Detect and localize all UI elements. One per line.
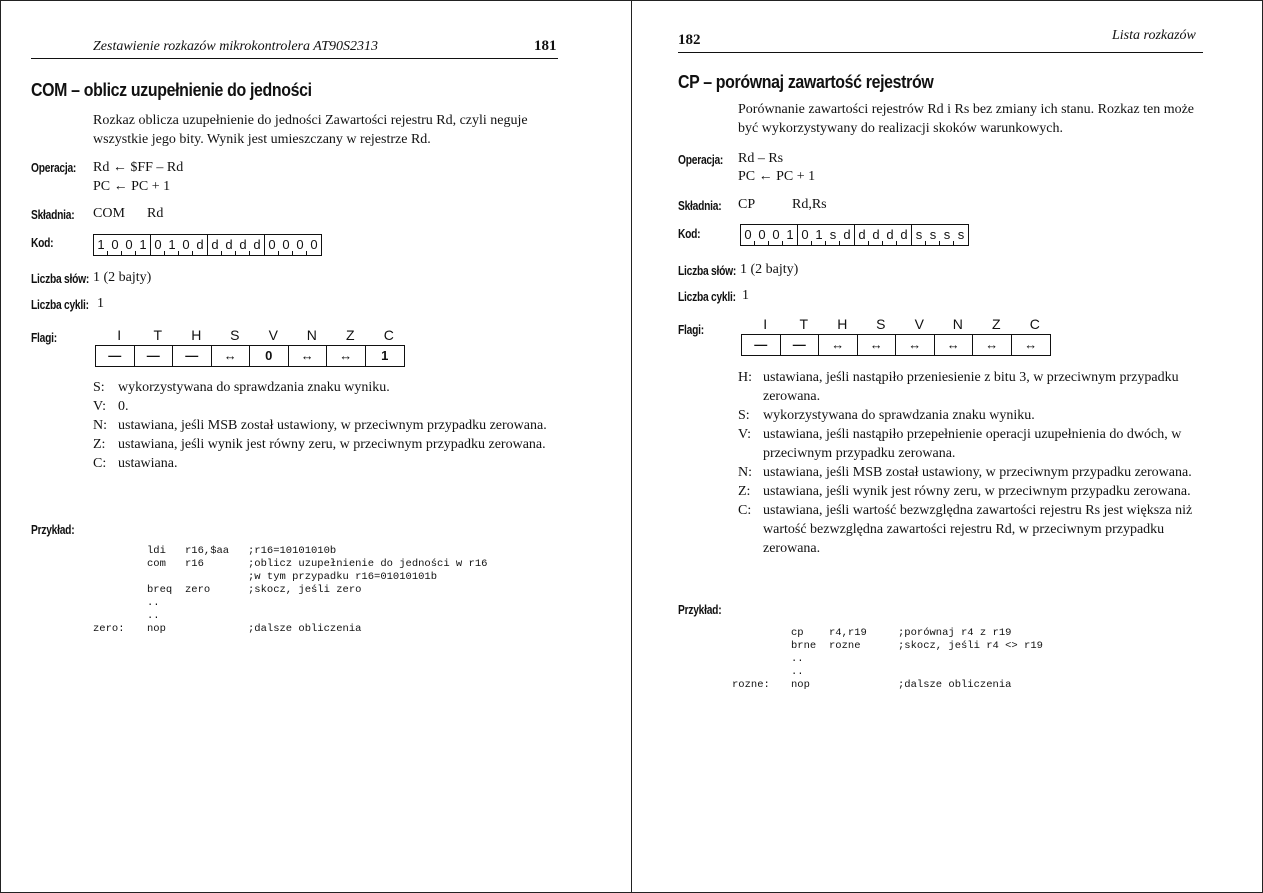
flag-text: ustawiana. xyxy=(118,456,178,471)
flag-descriptions xyxy=(738,368,1208,558)
code-operands xyxy=(829,666,898,679)
flag-text: ustawiana, jeśli wynik jest równy zeru, w przeciwnym przypadku zerowana. xyxy=(118,437,546,452)
code-label-cell xyxy=(93,571,147,584)
flag-key: H: xyxy=(738,370,752,385)
flag-name: I xyxy=(763,316,768,332)
words-value: 1 (2 bajty) xyxy=(740,262,799,277)
opcode-bit: d xyxy=(843,227,851,242)
header-rule xyxy=(31,58,558,59)
opcode-bit: d xyxy=(196,237,204,252)
words-label: Liczba słów: xyxy=(678,264,736,278)
code-line xyxy=(93,584,487,597)
cycles-label: Liczba cykli: xyxy=(678,290,736,304)
flag-name: N xyxy=(952,316,963,332)
flag-description xyxy=(93,416,563,435)
opcode-bit: 0 xyxy=(279,235,293,255)
code-label-cell xyxy=(732,627,791,640)
flag-names xyxy=(100,327,408,343)
flag-value: ↔ xyxy=(858,335,897,355)
code-comment: ;r16=10101010b xyxy=(248,545,337,557)
code-comment xyxy=(248,597,487,610)
operation-line: Rd ← $FF – Rd xyxy=(93,160,184,175)
opcode-bit: 0 xyxy=(108,235,122,255)
flags-label: Flagi: xyxy=(678,323,704,337)
flag-text: ustawiana, jeśli wynik jest równy zeru, w przeciwnym przypadku zerowana. xyxy=(763,484,1191,499)
syntax-operands: Rd xyxy=(147,206,164,221)
page-number: 182 xyxy=(678,32,701,48)
opcode-nibble xyxy=(741,225,798,245)
code-instr: .. xyxy=(791,653,804,665)
flags-table xyxy=(95,345,405,367)
code-line xyxy=(732,627,1043,640)
code-label-cell xyxy=(732,666,791,679)
opcode-bit: d xyxy=(900,227,908,242)
flag-key: Z: xyxy=(93,437,106,452)
opcode-bit: 0 xyxy=(769,225,783,245)
flag-name: V xyxy=(914,316,924,332)
flag-name: Z xyxy=(345,327,355,343)
code-label: Kod: xyxy=(678,227,701,241)
code-label-cell xyxy=(93,610,147,623)
flags-table xyxy=(741,334,1051,356)
code-comment xyxy=(898,666,1043,679)
opcode-bit: 0 xyxy=(755,225,769,245)
opcode-nibble xyxy=(94,235,151,255)
flags-label: Flagi: xyxy=(31,331,57,345)
opcode-bit: d xyxy=(222,235,236,255)
flag-text: ustawiana, jeśli MSB został ustawiony, w przeciwnym przypadku zerowana. xyxy=(118,418,547,433)
flag-text: wykorzystywana do sprawdzania znaku wyniku. xyxy=(118,380,390,395)
flag-value: ↔ xyxy=(1024,337,1038,352)
code-instr: cp xyxy=(791,627,804,639)
flag-value: — xyxy=(781,335,820,355)
code-comment: ;dalsze obliczenia xyxy=(248,623,362,635)
code-operands xyxy=(829,653,898,666)
example-label: Przykład: xyxy=(678,603,722,617)
flag-name: H xyxy=(837,316,848,332)
opcode-bit: s xyxy=(912,225,926,245)
flag-key: N: xyxy=(93,418,107,433)
opcode-nibble xyxy=(855,225,912,245)
code-label-cell xyxy=(93,584,147,597)
flag-description xyxy=(738,368,1208,406)
syntax-operands: Rd,Rs xyxy=(792,197,827,212)
flag-value: ↔ xyxy=(973,335,1012,355)
flag-text: ustawiana, jeśli nastąpiło przeniesienie z bitu 3, w przeciwnym przypadku zerowana. xyxy=(763,370,1179,404)
opcode-bit: 1 xyxy=(94,235,108,255)
cycles-label: Liczba cykli: xyxy=(31,298,89,312)
opcode-bit: d xyxy=(869,225,883,245)
opcode-bit: 0 xyxy=(179,235,193,255)
code-line xyxy=(93,597,487,610)
code-operands: r4,r19 xyxy=(829,627,867,639)
flag-key: V: xyxy=(93,399,106,414)
flag-text: ustawiana, jeśli nastąpiło przepełnienie operacji uzupełnienia do dwóch, w przeciwnym przypadku zerowana. xyxy=(763,427,1182,461)
opcode-nibble xyxy=(912,225,968,245)
instruction-heading: CP – porównaj zawartość rejestrów xyxy=(678,71,934,92)
code-instr: brne xyxy=(791,640,817,652)
code-comment: ;w tym przypadku r16=01010101b xyxy=(248,571,438,583)
header-rule xyxy=(678,52,1203,53)
code-operands: zero xyxy=(185,584,211,596)
flag-value: ↔ xyxy=(935,335,974,355)
flag-value: — xyxy=(742,335,781,355)
opcode-bit: 1 xyxy=(165,235,179,255)
flag-key: S: xyxy=(93,380,105,395)
flag-description xyxy=(738,425,1208,463)
code-line xyxy=(732,653,1043,666)
flag-value: — xyxy=(173,346,212,366)
flag-description xyxy=(93,454,563,473)
flag-value: 1 xyxy=(381,348,389,363)
code-line xyxy=(93,545,487,558)
words-label: Liczba słów: xyxy=(31,272,89,286)
flag-name: H xyxy=(191,327,202,343)
opcode-bit: d xyxy=(236,235,250,255)
flag-name: S xyxy=(876,316,886,332)
opcode-bit: 1 xyxy=(812,225,826,245)
code-label-cell xyxy=(93,558,147,571)
code-comment xyxy=(898,653,1043,666)
opcode-bit: s xyxy=(826,225,840,245)
operation-line: PC ← PC + 1 xyxy=(93,179,171,194)
code-line xyxy=(732,679,1043,692)
syntax-mnemonic: CP xyxy=(738,197,756,212)
code-operands xyxy=(185,623,248,636)
code-label-cell: zero: xyxy=(93,623,125,635)
code-operands: r16,$aa xyxy=(185,545,230,557)
instruction-heading: COM – oblicz uzupełnienie do jedności xyxy=(31,79,312,100)
flag-description xyxy=(738,482,1208,501)
opcode-box xyxy=(93,234,322,256)
opcode-bit: s xyxy=(940,225,954,245)
opcode-bit: s xyxy=(926,225,940,245)
code-instr: .. xyxy=(791,666,804,678)
opcode-bit: d xyxy=(208,235,222,255)
code-comment: ;skocz, jeśli zero xyxy=(248,584,362,596)
opcode-bit: 0 xyxy=(741,225,755,245)
flag-value: — xyxy=(96,346,135,366)
running-title: Lista rozkazów xyxy=(1112,28,1196,43)
flag-name: N xyxy=(306,327,317,343)
code-line xyxy=(93,610,487,623)
flag-key: Z: xyxy=(738,484,751,499)
instruction-description: Rozkaz oblicza uzupełnienie do jedności Zawartości rejestru Rd, czyli neguje wszystkie jego bity. Wynik jest umieszczany w rejestrze Rd. xyxy=(93,113,528,147)
syntax-label: Składnia: xyxy=(31,208,75,222)
code-line xyxy=(93,571,487,584)
operation-label: Operacja: xyxy=(31,161,77,175)
flag-value: — xyxy=(135,346,174,366)
opcode-bit: d xyxy=(883,225,897,245)
code-operands xyxy=(185,610,248,623)
code-operands: rozne xyxy=(829,640,861,652)
example-code xyxy=(732,627,1043,692)
opcode-bit: 1 xyxy=(786,227,794,242)
opcode-bit: 0 xyxy=(265,235,279,255)
code-label-cell: rozne: xyxy=(732,679,770,691)
opcode-bit: d xyxy=(855,225,869,245)
flag-text: 0. xyxy=(118,399,129,414)
opcode-nibble xyxy=(151,235,208,255)
operation-line: PC ← PC + 1 xyxy=(738,169,816,184)
flag-names xyxy=(746,316,1054,332)
code-instr: .. xyxy=(147,610,160,622)
opcode-bit: d xyxy=(253,237,261,252)
syntax-label: Składnia: xyxy=(678,199,722,213)
flag-description xyxy=(93,378,563,397)
cycles-value: 1 xyxy=(742,288,749,303)
code-comment: ;oblicz uzupełnienie do jedności w r16 xyxy=(248,558,488,570)
code-label-cell xyxy=(732,653,791,666)
operation-line: Rd – Rs xyxy=(738,151,784,166)
opcode-nibble xyxy=(798,225,855,245)
code-operands: r16 xyxy=(185,558,204,570)
code-label-cell xyxy=(93,597,147,610)
flag-value: ↔ xyxy=(212,346,251,366)
code-comment: ;porównaj r4 z r19 xyxy=(898,627,1012,639)
example-label: Przykład: xyxy=(31,523,75,537)
opcode-bit: 0 xyxy=(151,235,165,255)
cycles-value: 1 xyxy=(97,296,104,311)
code-instr: ldi xyxy=(147,545,166,557)
code-instr: breq xyxy=(147,584,173,596)
code-line xyxy=(93,623,487,636)
flag-name: T xyxy=(153,327,163,343)
code-comment xyxy=(248,610,487,623)
code-instr xyxy=(147,571,185,584)
flag-name: S xyxy=(230,327,240,343)
example-code xyxy=(93,545,487,636)
code-line xyxy=(732,666,1043,679)
code-instr: com xyxy=(147,558,166,570)
flag-name: V xyxy=(268,327,278,343)
code-label: Kod: xyxy=(31,236,54,250)
flag-key: V: xyxy=(738,427,751,442)
opcode-bit: 0 xyxy=(122,235,136,255)
flag-key: N: xyxy=(738,465,752,480)
flag-description xyxy=(738,463,1208,482)
flag-name: C xyxy=(383,327,394,343)
page-number: 181 xyxy=(534,38,557,54)
code-line xyxy=(732,640,1043,653)
flag-name: T xyxy=(799,316,809,332)
flag-text: ustawiana, jeśli MSB został ustawiony, w przeciwnym przypadku zerowana. xyxy=(763,465,1192,480)
opcode-bit: 0 xyxy=(293,235,307,255)
flag-description xyxy=(738,406,1208,425)
flag-key: S: xyxy=(738,408,750,423)
flag-value: ↔ xyxy=(289,346,328,366)
flag-value: 0 xyxy=(250,346,289,366)
opcode-box xyxy=(740,224,969,246)
flag-name: I xyxy=(117,327,122,343)
flag-description xyxy=(738,501,1208,558)
flag-key: C: xyxy=(93,456,107,471)
flag-text: ustawiana, jeśli wartość bezwzględna zawartości rejestru Rs jest większa niż wartość bezwzględna zawartości rejestru Rd, w przeciwnym przypadku zerowana. xyxy=(763,503,1193,556)
code-comment: ;dalsze obliczenia xyxy=(898,679,1012,691)
code-instr: nop xyxy=(147,623,166,635)
flag-description xyxy=(93,397,563,416)
opcode-nibble xyxy=(265,235,321,255)
right-page xyxy=(631,0,1263,893)
code-instr: .. xyxy=(147,597,160,609)
opcode-nibble xyxy=(208,235,265,255)
opcode-bit: 1 xyxy=(139,237,147,252)
flag-key: C: xyxy=(738,503,752,518)
opcode-bit: s xyxy=(957,227,965,242)
flag-value: ↔ xyxy=(819,335,858,355)
flag-name: C xyxy=(1029,316,1040,332)
words-value: 1 (2 bajty) xyxy=(93,270,152,285)
flag-text: wykorzystywana do sprawdzania znaku wyniku. xyxy=(763,408,1035,423)
code-operands xyxy=(829,679,898,692)
code-instr: nop xyxy=(791,679,810,691)
flag-value: ↔ xyxy=(327,346,366,366)
code-label-cell xyxy=(93,545,147,558)
flag-descriptions xyxy=(93,378,563,473)
opcode-bit: 0 xyxy=(798,225,812,245)
code-line xyxy=(93,558,487,571)
code-comment: ;skocz, jeśli r4 <> r19 xyxy=(898,640,1043,652)
code-operands xyxy=(185,597,248,610)
instruction-description: Porównanie zawartości rejestrów Rd i Rs bez zmiany ich stanu. Rozkaz ten może być wykorzystywany do realizacji skoków warunkowych. xyxy=(738,102,1195,136)
code-label-cell xyxy=(732,640,791,653)
opcode-bit: 0 xyxy=(310,237,318,252)
running-title: Zestawienie rozkazów mikrokontrolera AT90S2313 xyxy=(93,39,379,54)
operation-label: Operacja: xyxy=(678,153,724,167)
syntax-mnemonic: COM xyxy=(93,206,125,221)
flag-description xyxy=(93,435,563,454)
flag-value: ↔ xyxy=(896,335,935,355)
code-operands xyxy=(185,571,248,584)
flag-name: Z xyxy=(991,316,1001,332)
